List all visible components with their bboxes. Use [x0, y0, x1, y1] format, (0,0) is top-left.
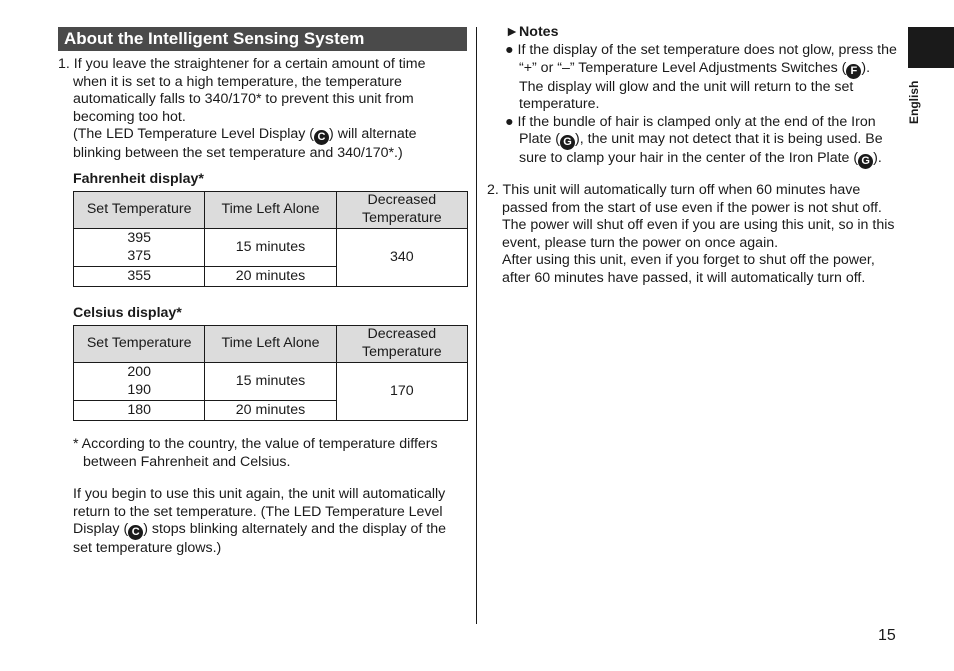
- notes-list: [505, 42, 897, 169]
- table-cell-set-temp: 395 375: [74, 229, 205, 267]
- callout-f-icon: F: [846, 64, 861, 79]
- item-1: [58, 56, 458, 163]
- table-cell-decreased: 170: [336, 363, 467, 421]
- celsius-table: [73, 325, 468, 421]
- table-cell-set-temp: 355: [74, 267, 205, 287]
- item-1-paren: (The LED Temperature Level Display ( C ) will alternate blinking between the set temperature and 340/170*.): [73, 126, 417, 162]
- item-2-text: 2. This unit will automatically turn off when 60 minutes have passed from the start of use even if the power is not shut off. The power will shut off even if you are using this unit, so in this event, please turn the power on once again.: [487, 182, 895, 251]
- table-cell-set-temp: 180: [74, 401, 205, 421]
- table-header: Decreased Temperature: [336, 326, 467, 363]
- callout-g-icon: G: [858, 154, 873, 169]
- table-cell-time: 20 minutes: [205, 267, 336, 287]
- table-row: [74, 229, 468, 267]
- item-2-text-2: After using this unit, even if you forget to shut off the power, after 60 minutes have passed, it will automatically turn off.: [502, 252, 875, 286]
- item-1-text: 1. If you leave the straightener for a certain amount of time when it is set to a high temperature, the temperature automatically falls to 340/170* to prevent this unit from becoming too hot.: [58, 56, 426, 125]
- language-label: English: [907, 80, 921, 124]
- resume-paragraph: If you begin to use this unit again, the unit will automatically return to the set temperature. (The LED Temperature Level Display ( C ) stops blinking alternately and the display of the set temperature glows.): [73, 486, 447, 557]
- language-tab: [908, 27, 954, 68]
- celsius-title: Celsius display*: [73, 305, 182, 321]
- table-header: Time Left Alone: [205, 192, 336, 229]
- page-number: 15: [878, 627, 896, 644]
- callout-g-icon: G: [560, 135, 575, 150]
- table-header: Time Left Alone: [205, 326, 336, 363]
- bullet-icon: ●: [505, 113, 514, 130]
- table-cell-time: 20 minutes: [205, 401, 336, 421]
- table-cell-set-temp: 200 190: [74, 363, 205, 401]
- bullet-icon: ●: [505, 42, 514, 58]
- table-header-row: [74, 192, 468, 229]
- fahrenheit-title: Fahrenheit display*: [73, 171, 204, 187]
- column-divider: [476, 27, 477, 624]
- fahrenheit-table: [73, 191, 468, 287]
- notes-title: ►Notes: [505, 24, 559, 40]
- table-row: [74, 363, 468, 401]
- section-title: About the Intelligent Sensing System: [58, 27, 467, 51]
- table-header: Decreased Temperature: [336, 192, 467, 229]
- table-header: Set Temperature: [74, 326, 205, 363]
- note-1: ● If the display of the set temperature does not glow, press the “+” or “–” Temperature Level Adjustments Switches ( F ). The display will glow and the unit will return to the set temperature.: [505, 42, 897, 113]
- note-2: ● If the bundle of hair is clamped only at the end of the Iron Plate ( G ), the unit may not detect that it is being used. Be sure to clamp your hair in the center of the Iron Plate ( G ).: [505, 113, 883, 168]
- callout-c-icon: C: [128, 525, 143, 540]
- table-cell-time: 15 minutes: [205, 229, 336, 267]
- item-2: [487, 182, 897, 288]
- table-cell-time: 15 minutes: [205, 363, 336, 401]
- callout-c-icon: C: [314, 130, 329, 145]
- table-header: Set Temperature: [74, 192, 205, 229]
- table-cell-decreased: 340: [336, 229, 467, 287]
- footnote: * According to the country, the value of temperature differs between Fahrenheit and Celsius.: [73, 436, 438, 470]
- table-header-row: [74, 326, 468, 363]
